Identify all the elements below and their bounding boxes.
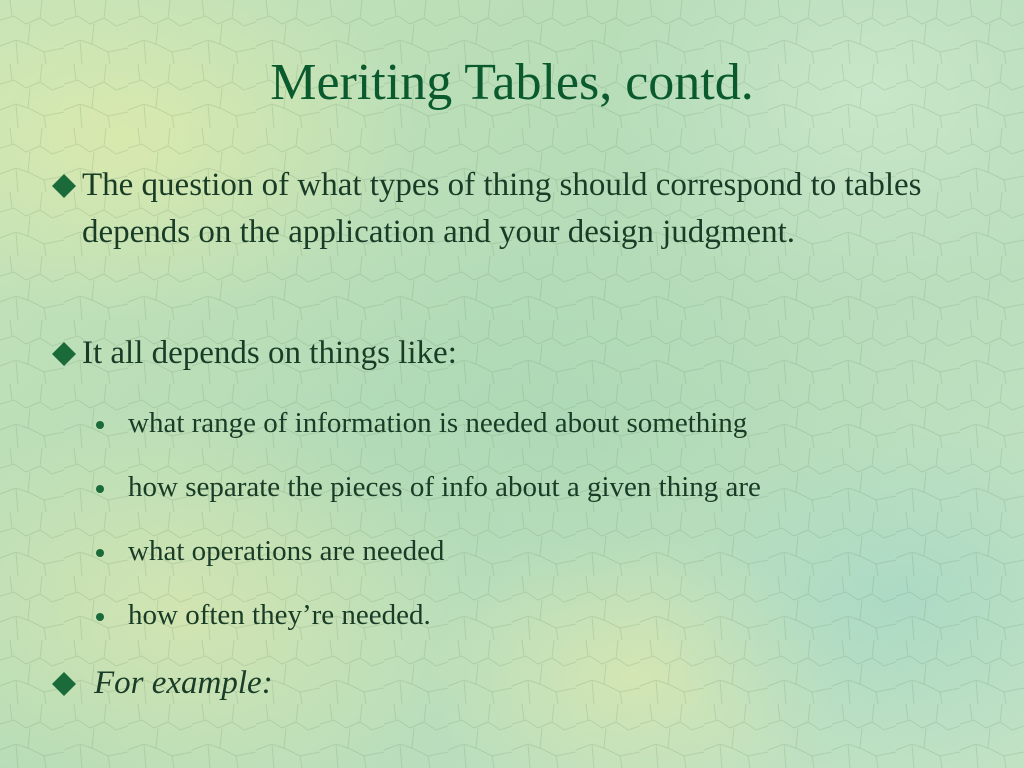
diamond-bullet-icon: [48, 170, 80, 202]
sub-bullet-text: how often they’re needed.: [128, 599, 431, 631]
dot-bullet-icon: [96, 613, 104, 621]
bullet-item: [48, 660, 978, 707]
sub-bullet-text: what operations are needed: [128, 535, 445, 567]
bullet-text: For example:: [94, 665, 273, 701]
dot-bullet-icon: [96, 421, 104, 429]
diamond-bullet-icon: [48, 668, 80, 700]
sub-bullet-item: [96, 597, 976, 633]
bullet-item: [48, 162, 978, 256]
bullet-text: It all depends on things like:: [82, 335, 457, 371]
sub-bullet-item: [96, 533, 976, 569]
bullet-item: [48, 330, 978, 377]
sub-bullet-text: what range of information is needed about something: [128, 407, 748, 439]
dot-bullet-icon: [96, 485, 104, 493]
dot-bullet-icon: [96, 549, 104, 557]
bullet-text: The question of what types of thing should correspond to tables depends on the application and your design judgment.: [82, 167, 922, 250]
sub-bullet-item: [96, 469, 976, 505]
sub-bullet-text: how separate the pieces of info about a given thing are: [128, 471, 761, 503]
slide-title: Meriting Tables, contd.: [270, 54, 754, 111]
diamond-bullet-icon: [48, 338, 80, 370]
sub-bullet-item: [96, 405, 976, 441]
